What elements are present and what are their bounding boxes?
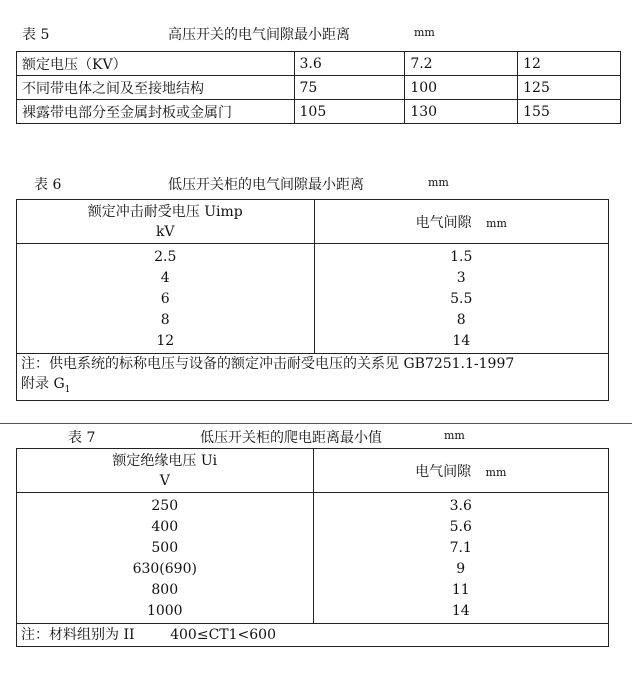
table7-cell: 1000 [17, 600, 314, 624]
table5-cell: 75 [294, 76, 405, 100]
table5-cell: 155 [518, 100, 621, 124]
table7-caption [68, 427, 628, 447]
table6-note-line1: 注：供电系统的标称电压与设备的额定冲击耐受电压的关系见 GB7251.1-1997 [21, 356, 515, 372]
table7-cell: 14 [313, 600, 608, 624]
table5-title: 高压开关的电气间隙最小距离 [168, 27, 350, 43]
table6-cell: 3 [314, 267, 609, 288]
table5-cell: 100 [405, 76, 518, 100]
table5-cell: 105 [294, 100, 405, 124]
table6-cell: 8 [314, 309, 609, 330]
table7-title: 低压开关柜的爬电距离最小值 [200, 430, 382, 446]
table-row [17, 52, 621, 76]
table6-col2-header [314, 200, 609, 244]
table6-note-line2-text: 附录 G [21, 376, 65, 392]
table6-caption [34, 174, 624, 194]
table5-caption [22, 24, 622, 44]
table6-cell: 14 [314, 330, 609, 354]
table6-cell: 1.5 [314, 244, 609, 268]
table7-col2-header-unit: mm [485, 465, 507, 479]
table7-note: 注：材料组别为 II 400≤CT1<600 [17, 624, 609, 647]
table5 [16, 51, 621, 124]
table7-unit: mm [444, 429, 465, 442]
table6-note-line2 [21, 374, 608, 400]
table-row [17, 244, 609, 268]
table-row [17, 537, 609, 558]
table-row [17, 600, 609, 624]
table6-cell: 2.5 [17, 244, 315, 268]
table5-cell: 12 [518, 52, 621, 76]
table7 [16, 448, 609, 647]
table5-cell: 额定电压（KV） [17, 52, 295, 76]
table-row [17, 309, 609, 330]
table7-cell: 5.6 [313, 516, 608, 537]
table5-cell: 125 [518, 76, 621, 100]
table5-cell: 130 [405, 100, 518, 124]
table6-col2-header-unit: mm [486, 216, 507, 230]
table6-label: 表 6 [34, 177, 62, 193]
table6-title: 低压开关柜的电气间隙最小距离 [168, 177, 364, 193]
table-row [17, 76, 621, 100]
table-row [17, 516, 609, 537]
table7-col2-header-label: 电气间隙 [415, 463, 472, 480]
table5-cell: 裸露带电部分至金属封板或金属门 [17, 100, 295, 124]
table5-cell: 7.2 [405, 52, 518, 76]
table6-cell: 5.5 [314, 288, 609, 309]
table6-unit: mm [428, 176, 449, 189]
table6-header-row [17, 200, 609, 244]
table6-note-row [17, 354, 609, 401]
table6-cell: 6 [17, 288, 315, 309]
table-row [17, 288, 609, 309]
table7-cell: 7.1 [313, 537, 608, 558]
table7-col1-header-line1: 额定绝缘电压 Ui [112, 453, 218, 469]
table7-col1-header [17, 449, 314, 493]
table7-col1-header-line2: V [159, 473, 170, 489]
section-divider [0, 423, 632, 424]
table6-cell: 12 [17, 330, 315, 354]
table7-col2-header [313, 449, 608, 493]
table6-col1-header-line1: 额定冲击耐受电压 Uimp [87, 204, 243, 220]
table7-label: 表 7 [68, 430, 96, 446]
table-row [17, 579, 609, 600]
table6-note-subscript: 1 [64, 384, 71, 395]
table5-unit: mm [414, 26, 435, 39]
table7-note-row [17, 624, 609, 647]
table7-cell: 250 [17, 493, 314, 517]
table5-cell: 不同带电体之间及至接地结构 [17, 76, 295, 100]
table6-col1-header-line2: kV [155, 224, 175, 240]
table7-header-row [17, 449, 609, 493]
table-row [17, 558, 609, 579]
table-row [17, 330, 609, 354]
table6-col1-header [17, 200, 315, 244]
table-row [17, 267, 609, 288]
table7-cell: 3.6 [313, 493, 608, 517]
table6-note [17, 354, 609, 401]
table7-cell: 11 [313, 579, 608, 600]
table7-cell: 400 [17, 516, 314, 537]
table5-cell: 3.6 [294, 52, 405, 76]
table6-cell: 8 [17, 309, 315, 330]
table6 [16, 199, 609, 401]
table7-cell: 630(690) [17, 558, 314, 579]
table-row [17, 493, 609, 517]
table-row [17, 100, 621, 124]
table6-col2-header-label: 电气间隙 [415, 214, 472, 231]
table7-cell: 500 [17, 537, 314, 558]
table5-label: 表 5 [22, 27, 50, 43]
table7-cell: 9 [313, 558, 608, 579]
table6-cell: 4 [17, 267, 315, 288]
table7-cell: 800 [17, 579, 314, 600]
